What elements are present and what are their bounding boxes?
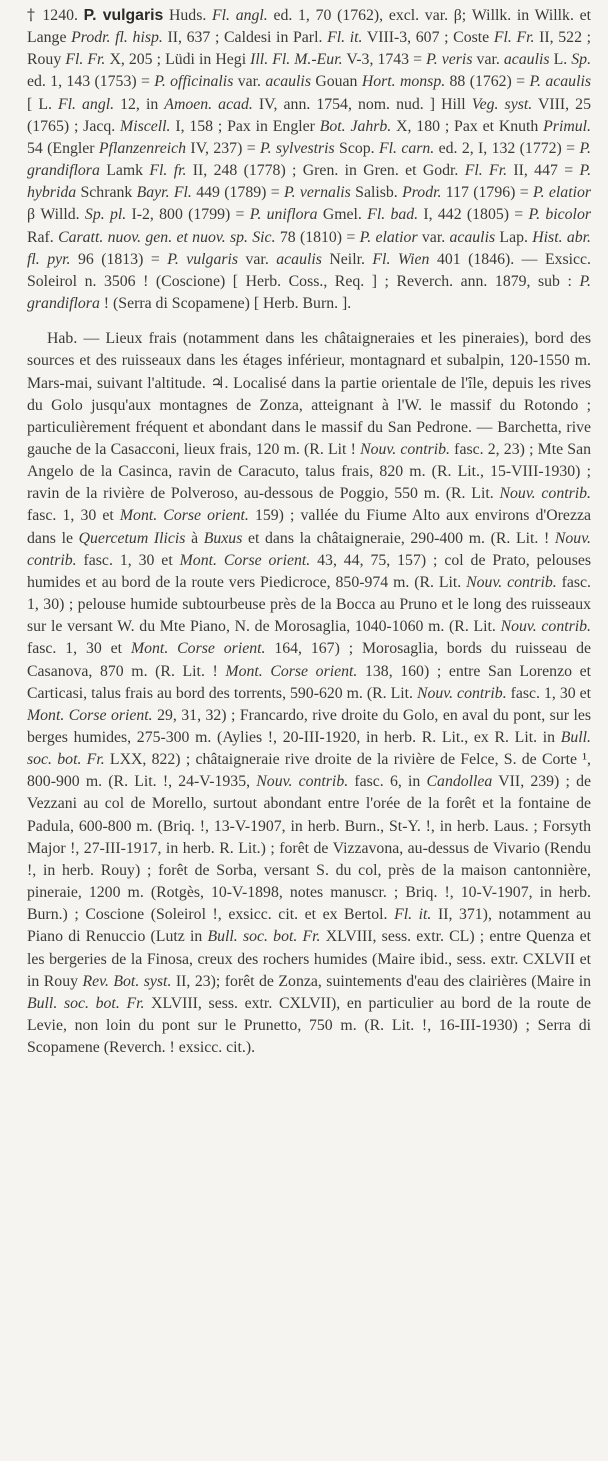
synonymy-italic-segment: Pflanzenreich [98, 139, 187, 157]
synonymy-segment: X, 205 ; Lüdi in Hegi [105, 51, 251, 69]
habitat-italic-segment: Bull. soc. bot. Fr. [207, 928, 321, 946]
synonymy-segment: I-2, 800 (1799) = [126, 206, 250, 224]
habitat-segment: fasc. 6, in [348, 773, 427, 791]
habitat-segment: II, 23); forêt de Zonza, suintements d'eau des clairières (Maire in [171, 972, 592, 990]
synonymy-segment: IV, 237) = [186, 139, 260, 157]
synonymy-segment: var. [238, 250, 277, 268]
habitat-segment: XLVIII, sess. extr. CL) ; entre Quenza et les bergeries de la Finosa, creux des rochers humides (Maire ibid., sess. extr. CXLVII et in Rouy [27, 928, 592, 990]
synonymy-segment: Salisb. [350, 184, 403, 202]
synonymy-italic-segment: P. sylvestris [259, 139, 335, 157]
text-block [27, 4, 591, 1059]
synonymy-italic-segment: Hist. abr. fl. pyr. [27, 228, 591, 268]
synonymy-italic-segment: Miscell. [120, 117, 171, 135]
habitat-segment: 43, 44, 75, 157) ; col de Prato, pelouses humides et au bord de la route vers Piedicroce, 850-974 m. (R. Lit. [27, 551, 592, 591]
habitat-segment: fasc. 1, 30 et [27, 507, 120, 525]
habitat-italic-segment: Mont. Corse orient. [119, 507, 249, 525]
habitat-italic-segment: Nouv. contrib. [27, 529, 591, 569]
synonymy-italic-segment: P. hybrida [27, 162, 592, 202]
synonymy-segment: 54 (Engler [27, 139, 99, 157]
synonymy-segment: 401 (1846). — Exsicc. Soleirol n. 3506 ! (Coscione) [ Herb. Coss., Req. ] ; Reverch. ann. 1879, sub : [27, 250, 591, 290]
synonymy-italic-segment: Bot. Jahrb. [319, 117, 392, 135]
synonymy-segment: II, 447 = [507, 162, 580, 180]
synonymy-segment: ed. 2, I, 132 (1772) = [434, 139, 580, 157]
synonymy-segment: 96 (1813) = [70, 250, 168, 268]
synonymy-segment: I, 158 ; Pax in Engler [170, 117, 320, 135]
synonymy-italic-segment: P. elatior [359, 228, 418, 246]
synonymy-segment: Lamk [99, 162, 150, 180]
synonymy-segment: var. [233, 73, 266, 91]
synonymy-italic-segment: P. vernalis [284, 184, 351, 202]
synonymy-italic-segment: Fl. Fr. [464, 162, 508, 180]
synonymy-segment: 12, in [114, 95, 165, 113]
synonymy-italic-segment: P. veris [426, 51, 473, 69]
habitat-segment: fasc. 1, 30 et [27, 640, 131, 658]
habitat-segment: Hab. — Lieux frais (notamment dans les châtaigneraies et les pineraies), bord des sources et des ruisseaux dans les étages inférieur, montagnard et subalpin, 120-1550 m. Mars-mai, suivant l'altitude. ♃. Localisé dans la partie orientale de l'île, depuis les rives du Golo jusqu'aux montagnes de Zonza, atteignant à l'W. le massif du Rotondo ; particulièrement fréquent et abondant dans le massif du San Pedrone. — Barchetta, rive gauche de la Casacconi, lieux frais, 120 m. (R. Lit ! [27, 330, 591, 458]
synonymy-segment: var. [417, 228, 450, 246]
habitat-italic-segment: Mont. Corse orient. [225, 662, 358, 680]
habitat-segment: et dans la châtaigneraie, 290-400 m. (R. Lit. ! [242, 529, 555, 547]
synonymy-segment: II, 522 ; Rouy [27, 29, 592, 69]
synonymy-italic-segment: Prodr. fl. hisp. [71, 29, 163, 47]
synonymy-italic-segment: Sp. pl. [84, 206, 127, 224]
habitat-italic-segment: Mont. Corse orient. [27, 706, 153, 724]
synonymy-italic-segment: Fl. bad. [367, 206, 419, 224]
synonymy-italic-segment: P. grandiflora [27, 139, 591, 180]
synonymy-segment: L. [549, 51, 572, 69]
synonymy-italic-segment: acaulis [449, 228, 496, 246]
species-name: P. vulgaris [83, 7, 164, 24]
synonymy-segment: I, 442 (1805) = [418, 206, 529, 224]
habitat-italic-segment: Candollea [426, 773, 493, 791]
synonymy-italic-segment: P. grandiflora [27, 272, 591, 313]
habitat-segment: fasc. 1, 30 et [506, 684, 591, 702]
habitat-segment: 138, 160) ; entre San Lorenzo et Carticasi, talus frais au bord des torrents, 590-620 m. (R. Lit. [27, 662, 591, 702]
synonymy-segment: ! (Serra di Scopamene) [ Herb. Burn. ]. [99, 295, 352, 313]
habitat-segment: VII, 239) ; de Vezzani au col de Morello, surtout abondant entre l'orée de la forêt et la fontaine de Padula, 600-800 m. (Briq. !, 13-V-1907, in herb. Burn., St-Y. !, in herb. Laus. ; Forsyth Major !, 27-III-1917, in herb. R. Lit.) ; forêt de Vizzavona, au-dessus de Vivario (Rendu !, in herb. Rouy) ; forêt de Sorba, versant S. du col, près de la maison cantonnière, pineraie, 1200 m. (Rotgès, 10-V-1898, notes manuscr. ; Briq. !, 10-V-1907, in herb. Burn.) ; Coscione (Soleirol !, exsicc. cit. et ex Bertol. [27, 773, 592, 924]
synonymy-segment: Raf. [27, 228, 59, 246]
synonymy-italic-segment: Prodr. [402, 184, 442, 202]
synonymy-italic-segment: Fl. it. [327, 29, 363, 47]
synonymy-segment: VIII, 25 (1765) ; Jacq. [27, 95, 591, 135]
habitat-italic-segment: Nouv. contrib. [499, 485, 591, 503]
habitat-italic-segment: Mont. Corse orient. [130, 640, 266, 658]
dagger-symbol: † [27, 5, 37, 24]
synonymy-segment: Gouan [310, 73, 362, 91]
synonymy-segment: Scop. [334, 139, 379, 157]
habitat-paragraph [27, 328, 591, 1059]
synonymy-segment: [ L. [27, 95, 58, 113]
habitat-italic-segment: Mont. Corse orient. [179, 551, 311, 569]
synonymy-segment: ed. 1, 143 (1753) = [27, 73, 155, 91]
synonymy-segment: 117 (1796) = [441, 184, 533, 202]
synonymy-segment: 78 (1810) = [275, 228, 360, 246]
habitat-segment: 29, 31, 32) ; Francardo, rive droite du Golo, en aval du pont, sur les berges humides, 275-300 m. (Aylies !, 20-III-1920, in herb. R. Lit., ex R. Lit. in [27, 706, 591, 746]
synonymy-italic-segment: P. vulgaris [167, 250, 239, 268]
habitat-italic-segment: Rev. Bot. syst. [82, 972, 172, 990]
synonymy-italic-segment: Fl. angl. [57, 95, 115, 113]
synonymy-segment: Gmel. [317, 206, 368, 224]
synonymy-italic-segment: acaulis [503, 51, 550, 69]
habitat-italic-segment: Nouv. contrib. [256, 773, 349, 791]
synonymy-italic-segment: Ill. Fl. M.-Eur. [250, 51, 343, 69]
habitat-segment: XLVIII, sess. extr. CXLVII), en particulier au bord de la route de Levie, non loin du pont sur le Prunetto, 750 m. (R. Lit. !, 16-III-1930) ; Serra di Scopamene (Reverch. ! exsicc. cit.). [27, 994, 591, 1057]
synonymy-italic-segment: P. acaulis [529, 73, 591, 91]
entry-number: 1240. [42, 7, 78, 24]
habitat-segment: LXX, 822) ; châtaigneraie rive droite de la rivière de Felce, S. de Corte ¹, 800-900 m. (R. Lit. !, 24-V-1935, [27, 751, 591, 791]
synonymy-italic-segment: Fl. fr. [149, 162, 187, 180]
habitat-segment: 164, 167) ; Morosaglia, bords du ruisseau de Casanova, 870 m. (R. Lit. ! [27, 640, 591, 680]
habitat-italic-segment: Nouv. contrib. [360, 440, 450, 458]
habitat-segment: fasc. 1, 30 et [76, 551, 180, 569]
synonymy-segment: 449 (1789) = [191, 184, 284, 202]
habitat-italic-segment: Bull. soc. bot. Fr. [27, 729, 591, 769]
habitat-segment: II, 371), notamment au Piano di Renuccio (Lutz in [27, 906, 592, 946]
habitat-italic-segment: Fl. it. [394, 906, 432, 924]
synonymy-text [27, 7, 591, 312]
synonymy-italic-segment: Fl. Fr. [493, 29, 535, 47]
synonymy-segment: V-3, 1743 = [342, 51, 427, 69]
synonymy-segment: Schrank [76, 184, 137, 202]
synonymy-italic-segment: acaulis [276, 250, 322, 268]
habitat-segment: fasc. 2, 23) ; Mte San Angelo de la Casinca, ravin de Caracuto, talus frais, 820 m. (R. Lit., 15-VIII-1930) ; ravin de la rivière de Polveroso, au-dessous de Poggio, 550 m. (R. Lit. [27, 440, 591, 503]
synonymy-italic-segment: Hort. monsp. [361, 73, 446, 91]
habitat-italic-segment: Bull. soc. bot. Fr. [27, 994, 145, 1012]
synonymy-italic-segment: Caratt. nuov. gen. et nuov. sp. Sic. [58, 228, 276, 246]
habitat-italic-segment: Quercetum Ilicis [78, 529, 186, 547]
synonymy-segment: Huds. [163, 7, 212, 24]
synonymy-segment: β Willd. [27, 206, 85, 224]
synonymy-paragraph [27, 4, 591, 315]
synonymy-italic-segment: Fl. angl. [212, 7, 268, 24]
habitat-segment: fasc. 1, 30) ; pelouse humide subtourbeuse près de la Bocca au Pruno et le long des ruisseaux sur le versant W. du Mte Piano, N. de Morosaglia, 1040-1060 m. (R. Lit. [27, 573, 591, 636]
habitat-italic-segment: Nouv. contrib. [416, 684, 507, 702]
synonymy-italic-segment: Sp. [571, 51, 592, 69]
synonymy-italic-segment: P. bicolor [528, 206, 591, 224]
synonymy-segment: Neilr. [321, 250, 373, 268]
synonymy-segment: X, 180 ; Pax et Knuth [391, 117, 544, 135]
synonymy-segment: 88 (1762) = [445, 73, 530, 91]
synonymy-segment: IV, ann. 1754, nom. nud. ] Hill [252, 95, 472, 113]
habitat-segment: 159) ; vallée du Fiume Alto aux environs d'Orezza dans le [27, 507, 591, 547]
synonymy-segment: Lap. [495, 228, 533, 246]
synonymy-italic-segment: Fl. Fr. [65, 51, 106, 69]
synonymy-italic-segment: P. elatior [532, 184, 592, 202]
synonymy-segment: VIII-3, 607 ; Coste [362, 29, 494, 47]
synonymy-italic-segment: Veg. syst. [471, 95, 533, 113]
synonymy-italic-segment: Fl. carn. [378, 139, 435, 157]
habitat-italic-segment: Buxus [203, 529, 243, 547]
synonymy-italic-segment: acaulis [265, 73, 311, 91]
synonymy-italic-segment: Fl. Wien [372, 250, 430, 268]
synonymy-segment: II, 637 ; Caldesi in Parl. [162, 29, 328, 47]
synonymy-italic-segment: Bayr. Fl. [136, 184, 192, 202]
synonymy-segment: ed. 1, 70 (1762), excl. var. β; Willk. in Willk. et Lange [27, 7, 592, 47]
habitat-segment: à [185, 529, 204, 547]
synonymy-segment: var. [472, 51, 504, 69]
habitat-italic-segment: Nouv. contrib. [500, 618, 591, 636]
synonymy-italic-segment: Amoen. acad. [164, 95, 253, 113]
synonymy-italic-segment: P. uniflora [249, 206, 318, 224]
synonymy-italic-segment: P. officinalis [154, 73, 234, 91]
synonymy-segment: II, 248 (1778) ; Gren. in Gren. et Godr. [186, 162, 465, 180]
synonymy-italic-segment: Primul. [543, 117, 591, 135]
habitat-italic-segment: Nouv. contrib. [466, 573, 557, 591]
